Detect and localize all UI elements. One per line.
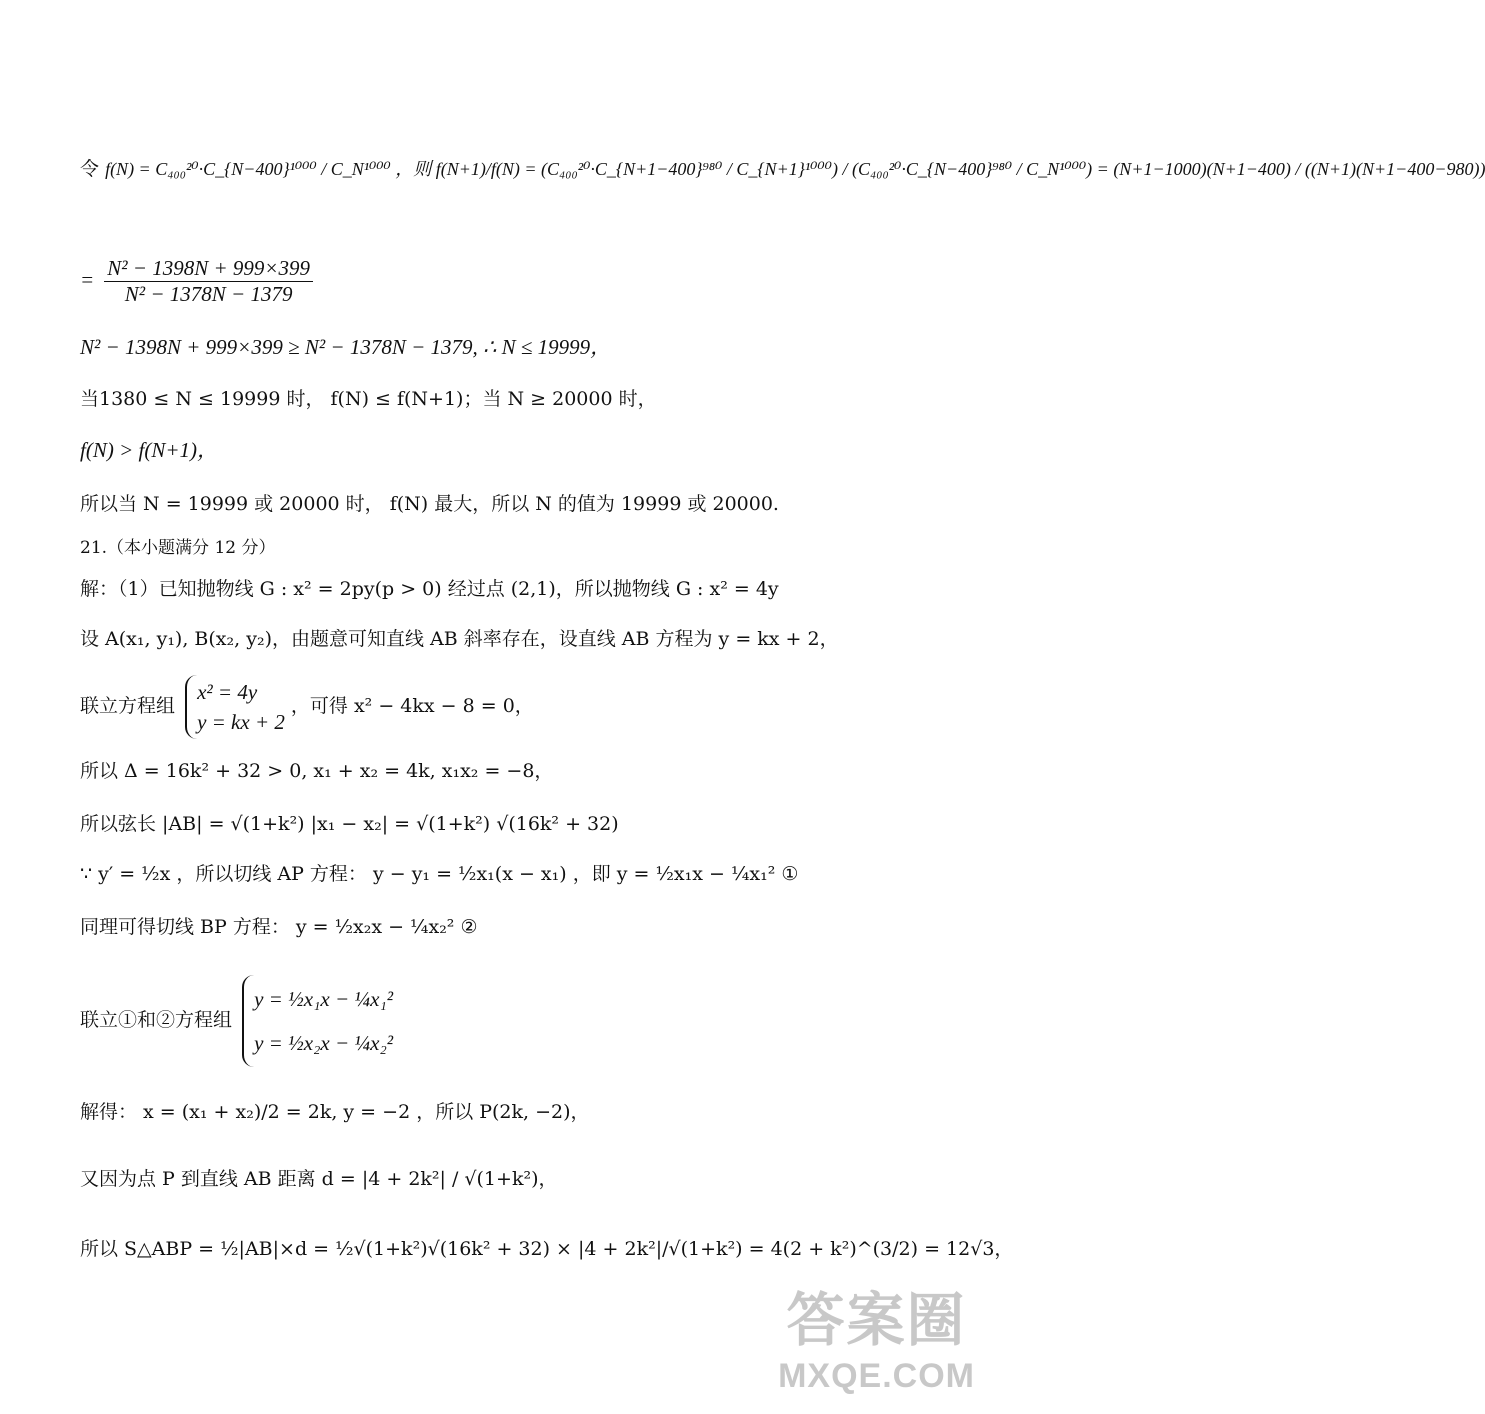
- watermark-logo: [778, 1273, 975, 1396]
- system-equation-2: y = kx + 2: [197, 710, 285, 734]
- watermark-cn: 答案圈: [786, 1286, 967, 1354]
- line-tangent-bp: 同理可得切线 BP 方程： y = ½x₂x − ¼x₂² ②: [80, 916, 478, 938]
- line-set-points: 设 A(x₁, y₁), B(x₂, y₂)，由题意可知直线 AB 斜率存在，设直线 AB 方程为 y = kx + 2，: [80, 628, 839, 650]
- system-equation-1: y = ½x₁x − ¼x₁²: [254, 987, 394, 1011]
- line-parabola: 解：（1）已知抛物线 G : x² = 2py(p > 0) 经过点 (2,1)，所以抛物线 G : x² = 4y: [80, 578, 779, 600]
- system-prefix: 联立①和②方程组: [80, 1009, 233, 1031]
- line-compare: f(N) > f(N+1)，: [80, 438, 218, 462]
- system-prefix: 联立方程组: [80, 695, 176, 717]
- system-suffix: ，可得 x² − 4kx − 8 = 0，: [290, 695, 534, 717]
- line-system-2: [80, 975, 393, 1067]
- line-conclusion-n: 所以当 N = 19999 或 20000 时， f(N) 最大，所以 N 的值为 19999 或 20000.: [80, 493, 779, 515]
- line-distance: 又因为点 P 到直线 AB 距离 d = |4 + 2k²| / √(1+k²)，: [80, 1168, 558, 1190]
- fraction-numerator: N² − 1398N + 999×399: [104, 258, 313, 282]
- line-ratio-simplified: = $\frac{\text{N² − 1398N + 999×399}}{\text{N² − 1378N − 1379}}$: [80, 258, 317, 305]
- line-system-1: [80, 675, 534, 739]
- line-define-f: [80, 160, 1485, 179]
- system-equation-1: x² = 4y: [197, 680, 258, 704]
- fraction-denominator: N² − 1378N − 1379: [124, 282, 293, 306]
- line-prefix: 令: [80, 158, 100, 180]
- line-solve-p: 解得： x = (x₁ + x₂)/2 = 2k, y = −2 ，所以 P(2k, −2)，: [80, 1101, 590, 1123]
- question-header: 21.（本小题满分 12 分）: [80, 538, 276, 558]
- line-chord-length: 所以弦长 |AB| = √(1+k²) |x₁ − x₂| = √(1+k²) √(16k² + 32): [80, 813, 619, 835]
- equation-system: [242, 975, 393, 1067]
- line-range-case: 当1380 ≤ N ≤ 19999 时， f(N) ≤ f(N+1)；当 N ≥ 20000 时，: [80, 388, 657, 410]
- system-equation-2: y = ½x₂x − ¼x₂²: [254, 1031, 394, 1055]
- line-discriminant: 所以 Δ = 16k² + 32 > 0, x₁ + x₂ = 4k, x₁x₂ = −8，: [80, 760, 554, 782]
- line-inequality: N² − 1398N + 999×399 ≥ N² − 1378N − 1379, ∴ N ≤ 19999，: [80, 335, 612, 359]
- line-area: 所以 S△ABP = ½|AB|×d = ½√(1+k²)√(16k² + 32) × |4 + 2k²|/√(1+k²) = 4(2 + k²)^(3/2) = 12√3，: [80, 1238, 1014, 1260]
- watermark-url: MXQE.COM: [778, 1357, 975, 1395]
- formula-ratio: f(N) = C₄₀₀²⁰·C_{N−400}¹⁰⁰⁰ / C_N¹⁰⁰⁰ ，则 f(N+1)/f(N) = (C₄₀₀²⁰·C_{N+1−400}⁹⁸⁰ / C_{N+1}¹⁰⁰⁰) / (C₄₀₀²⁰·C_{N−400}⁹⁸⁰ / C_N¹⁰⁰⁰) = (N+1−1000)(N+1−400) / ((N+1)(N+1−400−980)): [105, 159, 1485, 179]
- line-tangent-ap: ∵ y′ = ½x ，所以切线 AP 方程： y − y₁ = ½x₁(x − x₁) ，即 y = ½x₁x − ¼x₁² ①: [80, 863, 799, 885]
- fraction-ratio: [104, 258, 313, 305]
- equation-system: [185, 675, 285, 739]
